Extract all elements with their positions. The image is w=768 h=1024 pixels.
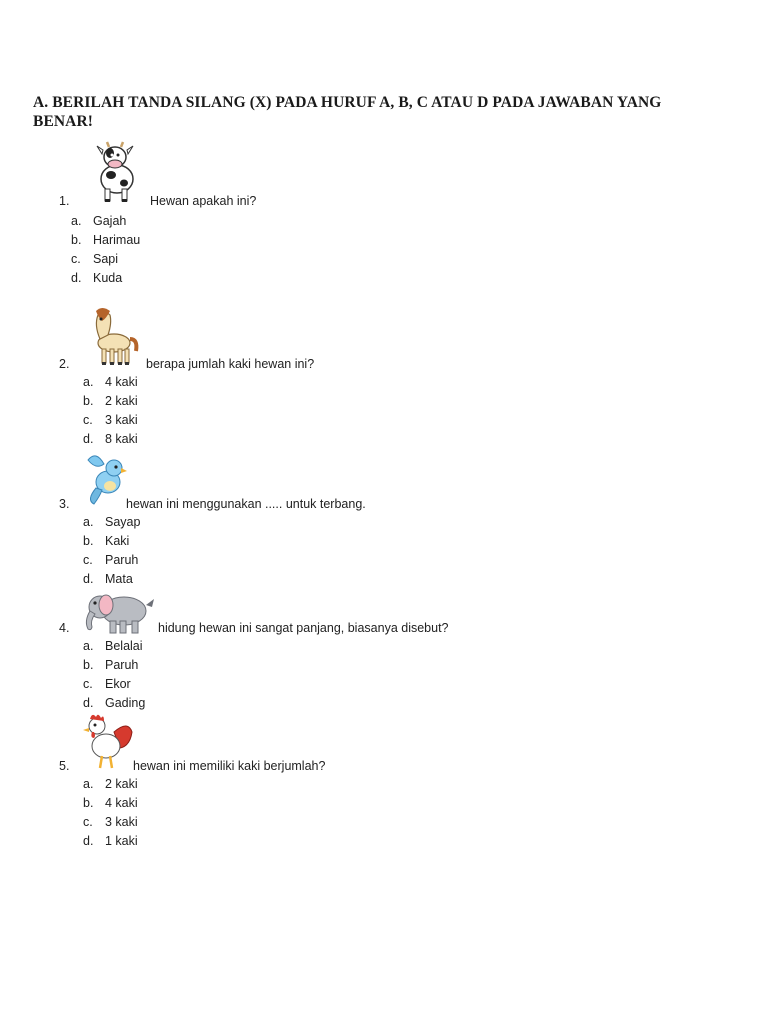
option-b[interactable]: b. Harimau	[71, 233, 141, 247]
question-text: hewan ini menggunakan ..... untuk terbang.	[126, 497, 366, 511]
bird-icon	[82, 450, 128, 506]
option-b[interactable]: b. 2 kaki	[83, 394, 138, 408]
option-a[interactable]: a. Sayap	[83, 515, 141, 529]
option-c[interactable]: c. Paruh	[83, 553, 139, 567]
option-c[interactable]: c. Sapi	[71, 252, 119, 266]
question-number: 3.	[59, 497, 70, 511]
option-b[interactable]: b. Kaki	[83, 534, 130, 548]
question-text: berapa jumlah kaki hewan ini?	[146, 357, 315, 371]
option-a[interactable]: a. Belalai	[83, 639, 143, 653]
section-heading: A. BERILAH TANDA SILANG (X) PADA HURUF A, B, C ATAU D PADA JAWABAN YANG BENAR!	[33, 94, 662, 130]
question-number: 4.	[59, 621, 70, 635]
option-d[interactable]: d. Kuda	[71, 271, 123, 285]
question-number: 1.	[59, 194, 70, 208]
rooster-icon	[80, 712, 134, 772]
option-a[interactable]: a. 4 kaki	[83, 375, 138, 389]
cow-icon	[84, 141, 150, 205]
option-d[interactable]: d. 1 kaki	[83, 834, 138, 848]
option-a[interactable]: a. Gajah	[71, 214, 127, 228]
question-text: hewan ini memiliki kaki berjumlah?	[133, 759, 326, 773]
horse-icon	[80, 305, 144, 369]
option-c[interactable]: c. 3 kaki	[83, 815, 138, 829]
question-text: Hewan apakah ini?	[150, 194, 257, 208]
option-a[interactable]: a. 2 kaki	[83, 777, 138, 791]
option-b[interactable]: b. Paruh	[83, 658, 139, 672]
question-number: 5.	[59, 759, 70, 773]
elephant-icon	[80, 587, 156, 635]
question-number: 2.	[59, 357, 70, 371]
option-c[interactable]: c. Ekor	[83, 677, 131, 691]
option-d[interactable]: d. Mata	[83, 572, 133, 586]
option-d[interactable]: d. Gading	[83, 696, 146, 710]
option-d[interactable]: d. 8 kaki	[83, 432, 138, 446]
question-text: hidung hewan ini sangat panjang, biasanya disebut?	[158, 621, 449, 635]
option-b[interactable]: b. 4 kaki	[83, 796, 138, 810]
option-c[interactable]: c. 3 kaki	[83, 413, 138, 427]
